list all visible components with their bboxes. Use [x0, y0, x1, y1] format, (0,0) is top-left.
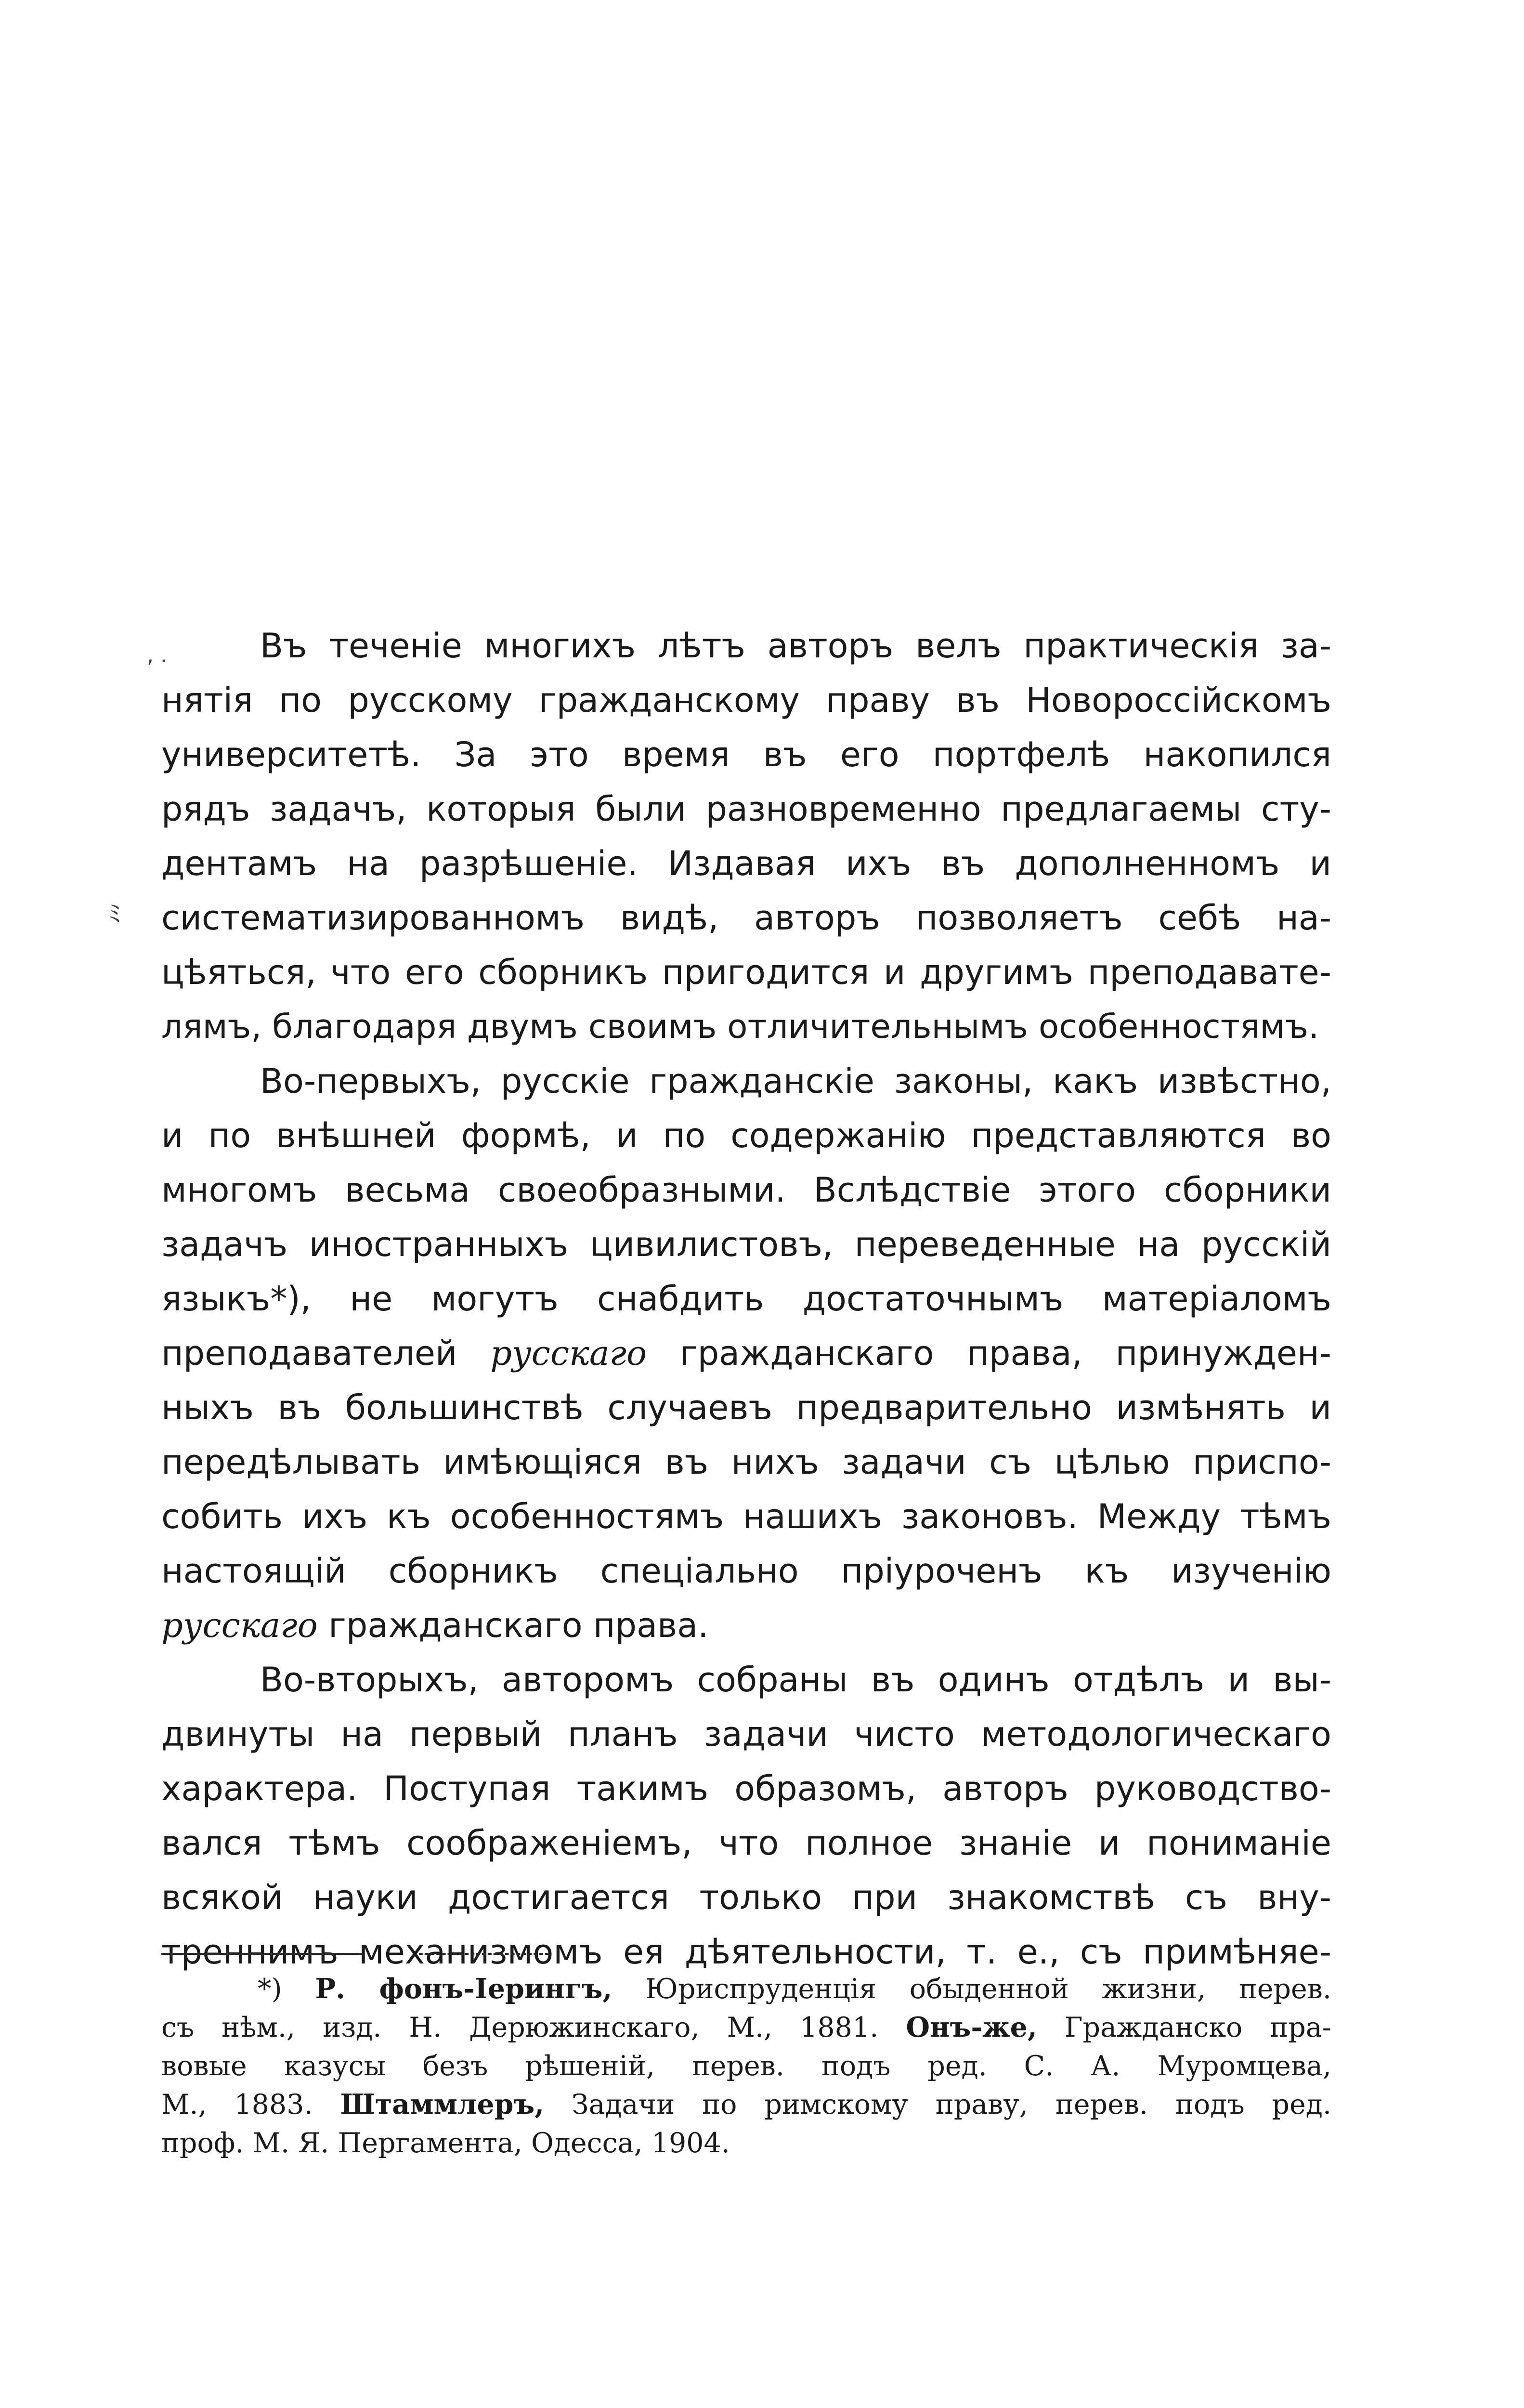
footnote [161, 1970, 1331, 2162]
italic-word: русскаго [161, 1606, 318, 1645]
text-line: ныхъ въ большинствѣ случаевъ предварительно измѣнять и [161, 1388, 1331, 1427]
text-fragment: М., 1883. [161, 2089, 340, 2120]
text-line: задачъ иностранныхъ цивилистовъ, переведенные на русскій [161, 1225, 1331, 1264]
margin-ornament: ﾐ [108, 900, 121, 929]
text-line: рядъ задачъ, которыя были разновременно предлагаемы сту- [161, 789, 1331, 829]
text-fragment: преподавателей [161, 1334, 491, 1373]
main-text [161, 619, 1331, 1979]
text-line: собить ихъ къ особенностямъ нашихъ законовъ. Между тѣмъ [161, 1497, 1331, 1536]
text-line: многомъ весьма своеобразными. Вслѣдствіе этого сборники [161, 1170, 1331, 1210]
footnote-line [161, 1970, 1331, 2008]
text-fragment: съ нѣм., изд. Н. Дерюжинскаго, М., 1881. [161, 2012, 906, 2043]
text-line: нятія по русскому гражданскому праву въ Новороссійскомъ [161, 681, 1331, 720]
paragraph-1 [161, 619, 1331, 1054]
text-line: треннимъ механизмомъ ея дѣятельности, т. е., съ примѣняе- [161, 1932, 1331, 1972]
italic-word: русскаго [490, 1334, 647, 1373]
text-fragment: гражданскаго права. [317, 1606, 709, 1645]
paragraph-3 [161, 1653, 1331, 1979]
footnote-line: вовые казусы безъ рѣшеній, перев. подъ ред. С. А. Муромцева, [161, 2050, 1331, 2082]
footnote-line: проф. М. Я. Пергамента, Одесса, 1904. [161, 2127, 730, 2159]
text-line: передѣлывать имѣющіяся въ нихъ задачи съ цѣлью приспо- [161, 1442, 1331, 1482]
text-line: систематизированномъ видѣ, авторъ позволяетъ себѣ на- [161, 898, 1331, 938]
margin-dots: , . [147, 643, 167, 667]
text-fragment: Юриспруденція обыденной жизни, перев. [612, 1973, 1331, 2005]
text-line: Во-первыхъ, русскіе гражданскіе законы, какъ извѣстно, [260, 1061, 1331, 1101]
text-line: Въ теченіе многихъ лѣтъ авторъ велъ практическія за- [260, 626, 1331, 666]
footnote-divider [161, 1953, 364, 1955]
text-line: лямъ, благодаря двумъ своимъ отличительнымъ особенностямъ. [161, 1008, 1319, 1046]
text-line: цѣяться, что его сборникъ пригодится и другимъ преподавате- [161, 953, 1331, 992]
text-line: характера. Поступая такимъ образомъ, авторъ руководство- [161, 1769, 1331, 1808]
text-line: настоящій сборникъ спеціально пріуроченъ къ изученію [161, 1551, 1331, 1591]
text-line: вался тѣмъ соображеніемъ, что полное знаніе и пониманіе [161, 1823, 1331, 1863]
text-line: двинуты на первый планъ задачи чисто методологическаго [161, 1714, 1331, 1754]
text-fragment: Гражданско пра- [1037, 2012, 1331, 2043]
footnote-line [161, 2008, 1331, 2047]
text-line: Во-вторыхъ, авторомъ собраны въ одинъ отдѣлъ и вы- [260, 1660, 1331, 1700]
footnote-marker: *) [258, 1973, 282, 2005]
footnote-author: Р. фонъ-Іерингъ, [315, 1973, 612, 2005]
text-line: всякой науки достигается только при знакомствѣ съ вну- [161, 1878, 1331, 1917]
footnote-divider-tail [419, 1953, 549, 1955]
text-line: университетѣ. За это время въ его портфелѣ накопился [161, 735, 1331, 774]
text-fragment: гражданскаго права, принужден- [647, 1334, 1331, 1373]
footnote-line [161, 2085, 1331, 2124]
paragraph-2 [161, 1054, 1331, 1653]
footnote-author: Онъ-же, [906, 2011, 1037, 2043]
text-line [161, 1598, 1331, 1653]
text-line: и по внѣшней формѣ, и по содержанію представляются во [161, 1116, 1331, 1155]
text-fragment: Задачи по римскому праву, перев. подъ ред. [544, 2089, 1331, 2120]
text-line: языкъ*), не могутъ снабдить достаточнымъ матеріаломъ [161, 1279, 1331, 1319]
text-line: дентамъ на разрѣшеніе. Издавая ихъ въ дополненномъ и [161, 844, 1331, 883]
footnote-author: Штаммлеръ, [340, 2088, 545, 2120]
text-line [161, 1326, 1331, 1381]
